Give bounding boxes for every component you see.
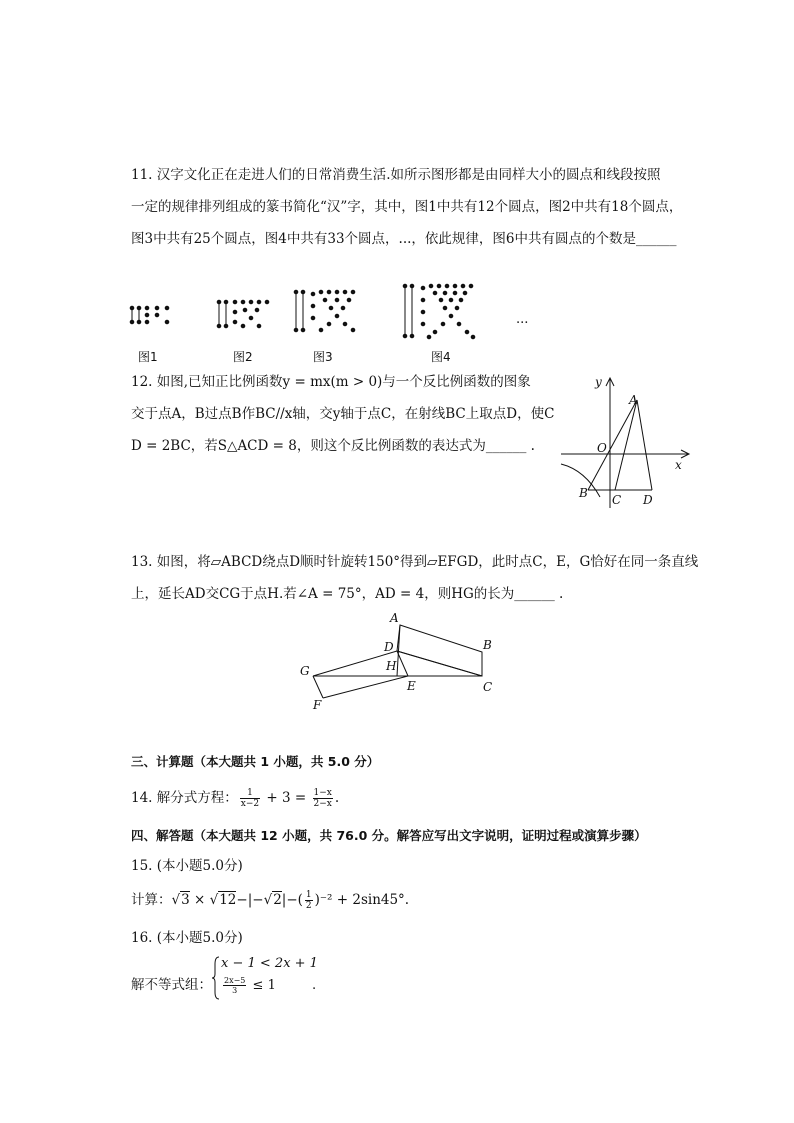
figure-2 bbox=[217, 300, 269, 328]
q11-ellipsis: ... bbox=[516, 312, 529, 327]
q12-figure bbox=[555, 372, 705, 512]
q15-sqrt-d: 2 bbox=[273, 892, 282, 908]
segment-AD bbox=[637, 400, 652, 490]
q16-head: 16. (本小题5.0分) bbox=[131, 930, 243, 946]
q11-line3: 图3中共有25个圆点，图4中共有33个圆点，...，依此规律，图6中共有圆点的个数是______ bbox=[131, 231, 677, 247]
label-E: E bbox=[407, 679, 416, 693]
label-F: F bbox=[313, 698, 322, 712]
label-A: A bbox=[629, 393, 638, 407]
q16-ineq-2 bbox=[221, 976, 276, 995]
q15-prefix: 计算： bbox=[131, 892, 172, 908]
q16-brace bbox=[212, 956, 220, 1000]
q13-line2: 上，延长AD交CG于点H.若∠A = 75°，AD = 4，则HG的长为______ . bbox=[131, 586, 564, 602]
q15-times: × bbox=[189, 892, 210, 908]
q16-prefix: 解不等式组： bbox=[131, 977, 212, 993]
q14-frac2-num: 1−x bbox=[313, 788, 332, 798]
q14-fraction-2 bbox=[313, 788, 333, 809]
q15-sqrt-b: 12 bbox=[219, 892, 237, 908]
parallelogram-ABCD-part bbox=[397, 625, 482, 676]
q11-line1: 11. 汉字文化正在走进人们的日常消费生活.如所示图形都是由同样大小的圆点和线段按照 bbox=[131, 167, 661, 183]
figure-1 bbox=[130, 306, 169, 324]
q16-frac bbox=[223, 976, 246, 995]
segment-DC bbox=[397, 651, 482, 676]
q15-half bbox=[305, 890, 313, 911]
q15-head: 15. (本小题5.0分) bbox=[131, 858, 243, 874]
q16-ineq-1: x − 1 < 2x + 1 bbox=[221, 956, 318, 971]
segment-AC bbox=[615, 400, 637, 490]
q15-abs-close: |−( bbox=[281, 892, 303, 908]
label-A: A bbox=[390, 611, 399, 625]
label-C: C bbox=[483, 680, 493, 694]
q15-tail: )⁻² + 2sin45°. bbox=[314, 892, 410, 908]
label-O: O bbox=[597, 441, 607, 455]
figure-4 bbox=[403, 284, 475, 339]
q12-line3: D = 2BC，若S△ACD = 8，则这个反比例函数的表达式为______ . bbox=[131, 438, 535, 454]
q14-end: . bbox=[334, 790, 340, 806]
q11-line2: 一定的规律排列组成的篆书简化“汉”字，其中，图1中共有12个圆点，图2中共有18个圆点， bbox=[131, 199, 683, 215]
q15-expression: 计算：√3 × √12−|−√2|−( $\frac{1}{2}$ )⁻² + 2sin45°. bbox=[131, 890, 410, 911]
q15-abs-open: −|− bbox=[236, 892, 264, 908]
q14-line bbox=[131, 788, 339, 809]
q16-ineq2-tail: ≤ 1 bbox=[248, 978, 276, 993]
q14-prefix: 14. 解分式方程： bbox=[131, 790, 238, 806]
label-C: C bbox=[612, 493, 622, 507]
fig-label-1: 图1 bbox=[138, 350, 158, 364]
q12-line2: 交于点A，B过点B作BC//x轴，交y轴于点C，在射线BC上取点D，使C bbox=[131, 406, 555, 422]
label-x: x bbox=[675, 458, 682, 472]
segment-FE bbox=[323, 676, 408, 698]
q13-figure bbox=[295, 608, 505, 716]
label-D: D bbox=[643, 493, 653, 507]
q15-half-num: 1 bbox=[305, 890, 312, 900]
section-4-heading: 四、解答题（本大题共 12 小题，共 76.0 分。解答应写出文字说明，证明过程或演算步骤） bbox=[131, 828, 647, 843]
line-AB bbox=[588, 400, 637, 490]
q13-line1: 13. 如图，将▱ABCD绕点D顺时针旋转150°得到▱EFGD，此时点C，E，G恰好在同一条直线 bbox=[131, 554, 699, 570]
fig-label-4: 图4 bbox=[431, 350, 451, 364]
q15-sqrt-a: 3 bbox=[181, 892, 190, 908]
segment-DE bbox=[397, 651, 408, 676]
label-B: B bbox=[579, 486, 588, 500]
segment-GD bbox=[313, 651, 397, 676]
label-H: H bbox=[386, 659, 397, 673]
figure-3 bbox=[294, 290, 355, 332]
q14-frac2-den: 2−x bbox=[313, 799, 332, 809]
label-y: y bbox=[595, 375, 602, 389]
q15-half-den: 2 bbox=[305, 901, 312, 911]
q14-frac1-num: 1 bbox=[240, 788, 260, 799]
q16-frac-num: 2x−5 bbox=[224, 976, 246, 985]
q16-end: . bbox=[312, 978, 317, 993]
q12-line1: 12. 如图,已知正比例函数y = mx(m > 0)与一个反比例函数的图象 bbox=[131, 374, 531, 390]
q16-frac-den: 3 bbox=[232, 986, 238, 995]
q14-mid: + 3 = bbox=[262, 790, 311, 806]
fig-label-2: 图2 bbox=[233, 350, 253, 364]
q14-frac1-den: x−2 bbox=[240, 799, 260, 809]
fig-label-3: 图3 bbox=[313, 350, 333, 364]
label-D: D bbox=[384, 640, 394, 654]
section-3-heading: 三、计算题（本大题共 1 小题，共 5.0 分） bbox=[131, 754, 380, 769]
label-B: B bbox=[483, 638, 492, 652]
label-G: G bbox=[300, 664, 310, 678]
segment-GF bbox=[313, 676, 323, 698]
q14-fraction-1 bbox=[240, 788, 260, 809]
q11-dot-figures bbox=[125, 282, 545, 342]
